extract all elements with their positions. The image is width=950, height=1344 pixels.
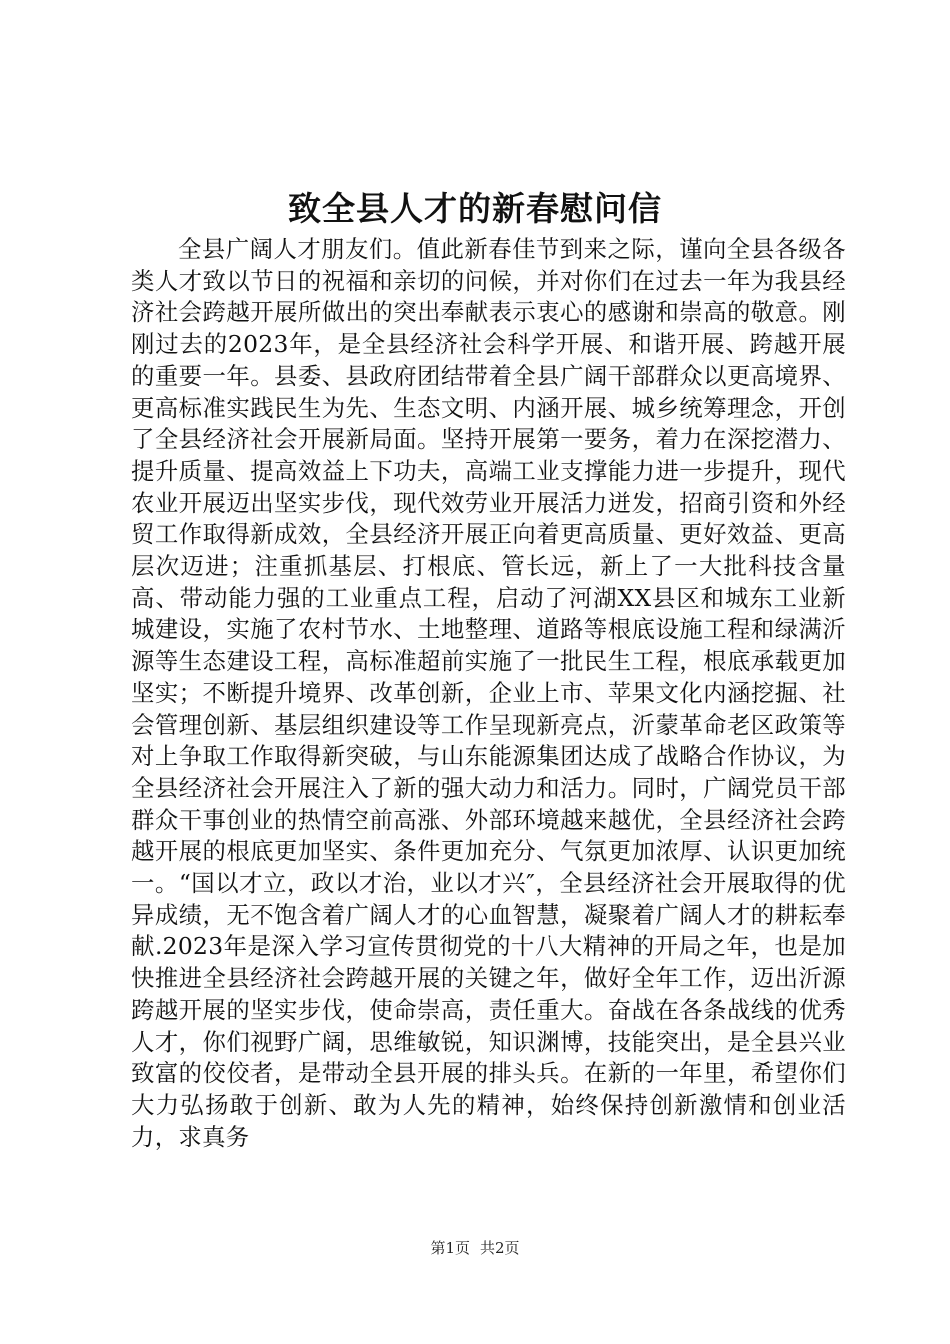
page-number-total: 共2页 [480, 1239, 520, 1257]
page-number-current: 第1页 [430, 1239, 470, 1257]
document-title: 致全县人才的新春慰问信 [288, 189, 662, 228]
document-body: 全县广阔人才朋友们。值此新春佳节到来之际，谨向全县各级各类人才致以节日的祝福和亲切的问候，并对你们在过去一年为我县经济社会跨越开展所做出的突出奉献表示衷心的感谢和崇高的敬意。刚刚过去的2023年，是全县经济社会科学开展、和谐开展、跨越开展的重要一年。县委、县政府团结带着全县广阔干部群众以更高境界、更高标准实践民生为先、生态文明、内涵开展、城乡统筹理念，开创了全县经济社会开展新局面。坚持开展第一要务，着力在深挖潜力、提升质量、提高效益上下功夫，高端工业支撑能力进一步提升，现代农业开展迈出坚实步伐，现代效劳业开展活力迸发，招商引资和外经贸工作取得新成效，全县经济开展正向着更高质量、更好效益、更高层次迈进；注重抓基层、打根底、管长远，新上了一大批科技含量高、带动能力强的工业重点工程，启动了河湖XX县区和城东工业新城建设，实施了农村节水、土地整理、道路等根底设施工程和绿满沂源等生态建设工程，高标准超前实施了一批民生工程，根底承载更加坚实；不断提升境界、改革创新，企业上市、苹果文化内涵挖掘、社会管理创新、基层组织建设等工作呈现新亮点，沂蒙革命老区政策等对上争取工作取得新突破，与山东能源集团达成了战略合作协议，为全县经济社会开展注入了新的强大动力和活力。同时，广阔党员干部群众干事创业的热情空前高涨、外部环境越来越优，全县经济社会跨越开展的根底更加坚实、条件更加充分、气氛更加浓厚、认识更加统一。“国以才立，政以才治，业以才兴″，全县经济社会开展取得的优异成绩，无不饱含着广阔人才的心血智慧，凝聚着广阔人才的耕耘奉献.2023年是深入学习宣传贯彻党的十八大精神的开局之年，也是加快推进全县经济社会跨越开展的关键之年，做好全年工作，迈出沂源跨越开展的坚实步伐，使命崇高，责任重大。奋战在各条战线的优秀人才，你们视野广阔，思维敏锐，知识渊博，技能突出，是全县兴业致富的佼佼者，是带动全县开展的排头兵。在新的一年里，希望你们大力弘扬敢于创新、敢为人先的精神，始终保持创新激情和创业活力，求真务 [131, 235, 846, 1151]
page-footer [0, 1238, 950, 1258]
